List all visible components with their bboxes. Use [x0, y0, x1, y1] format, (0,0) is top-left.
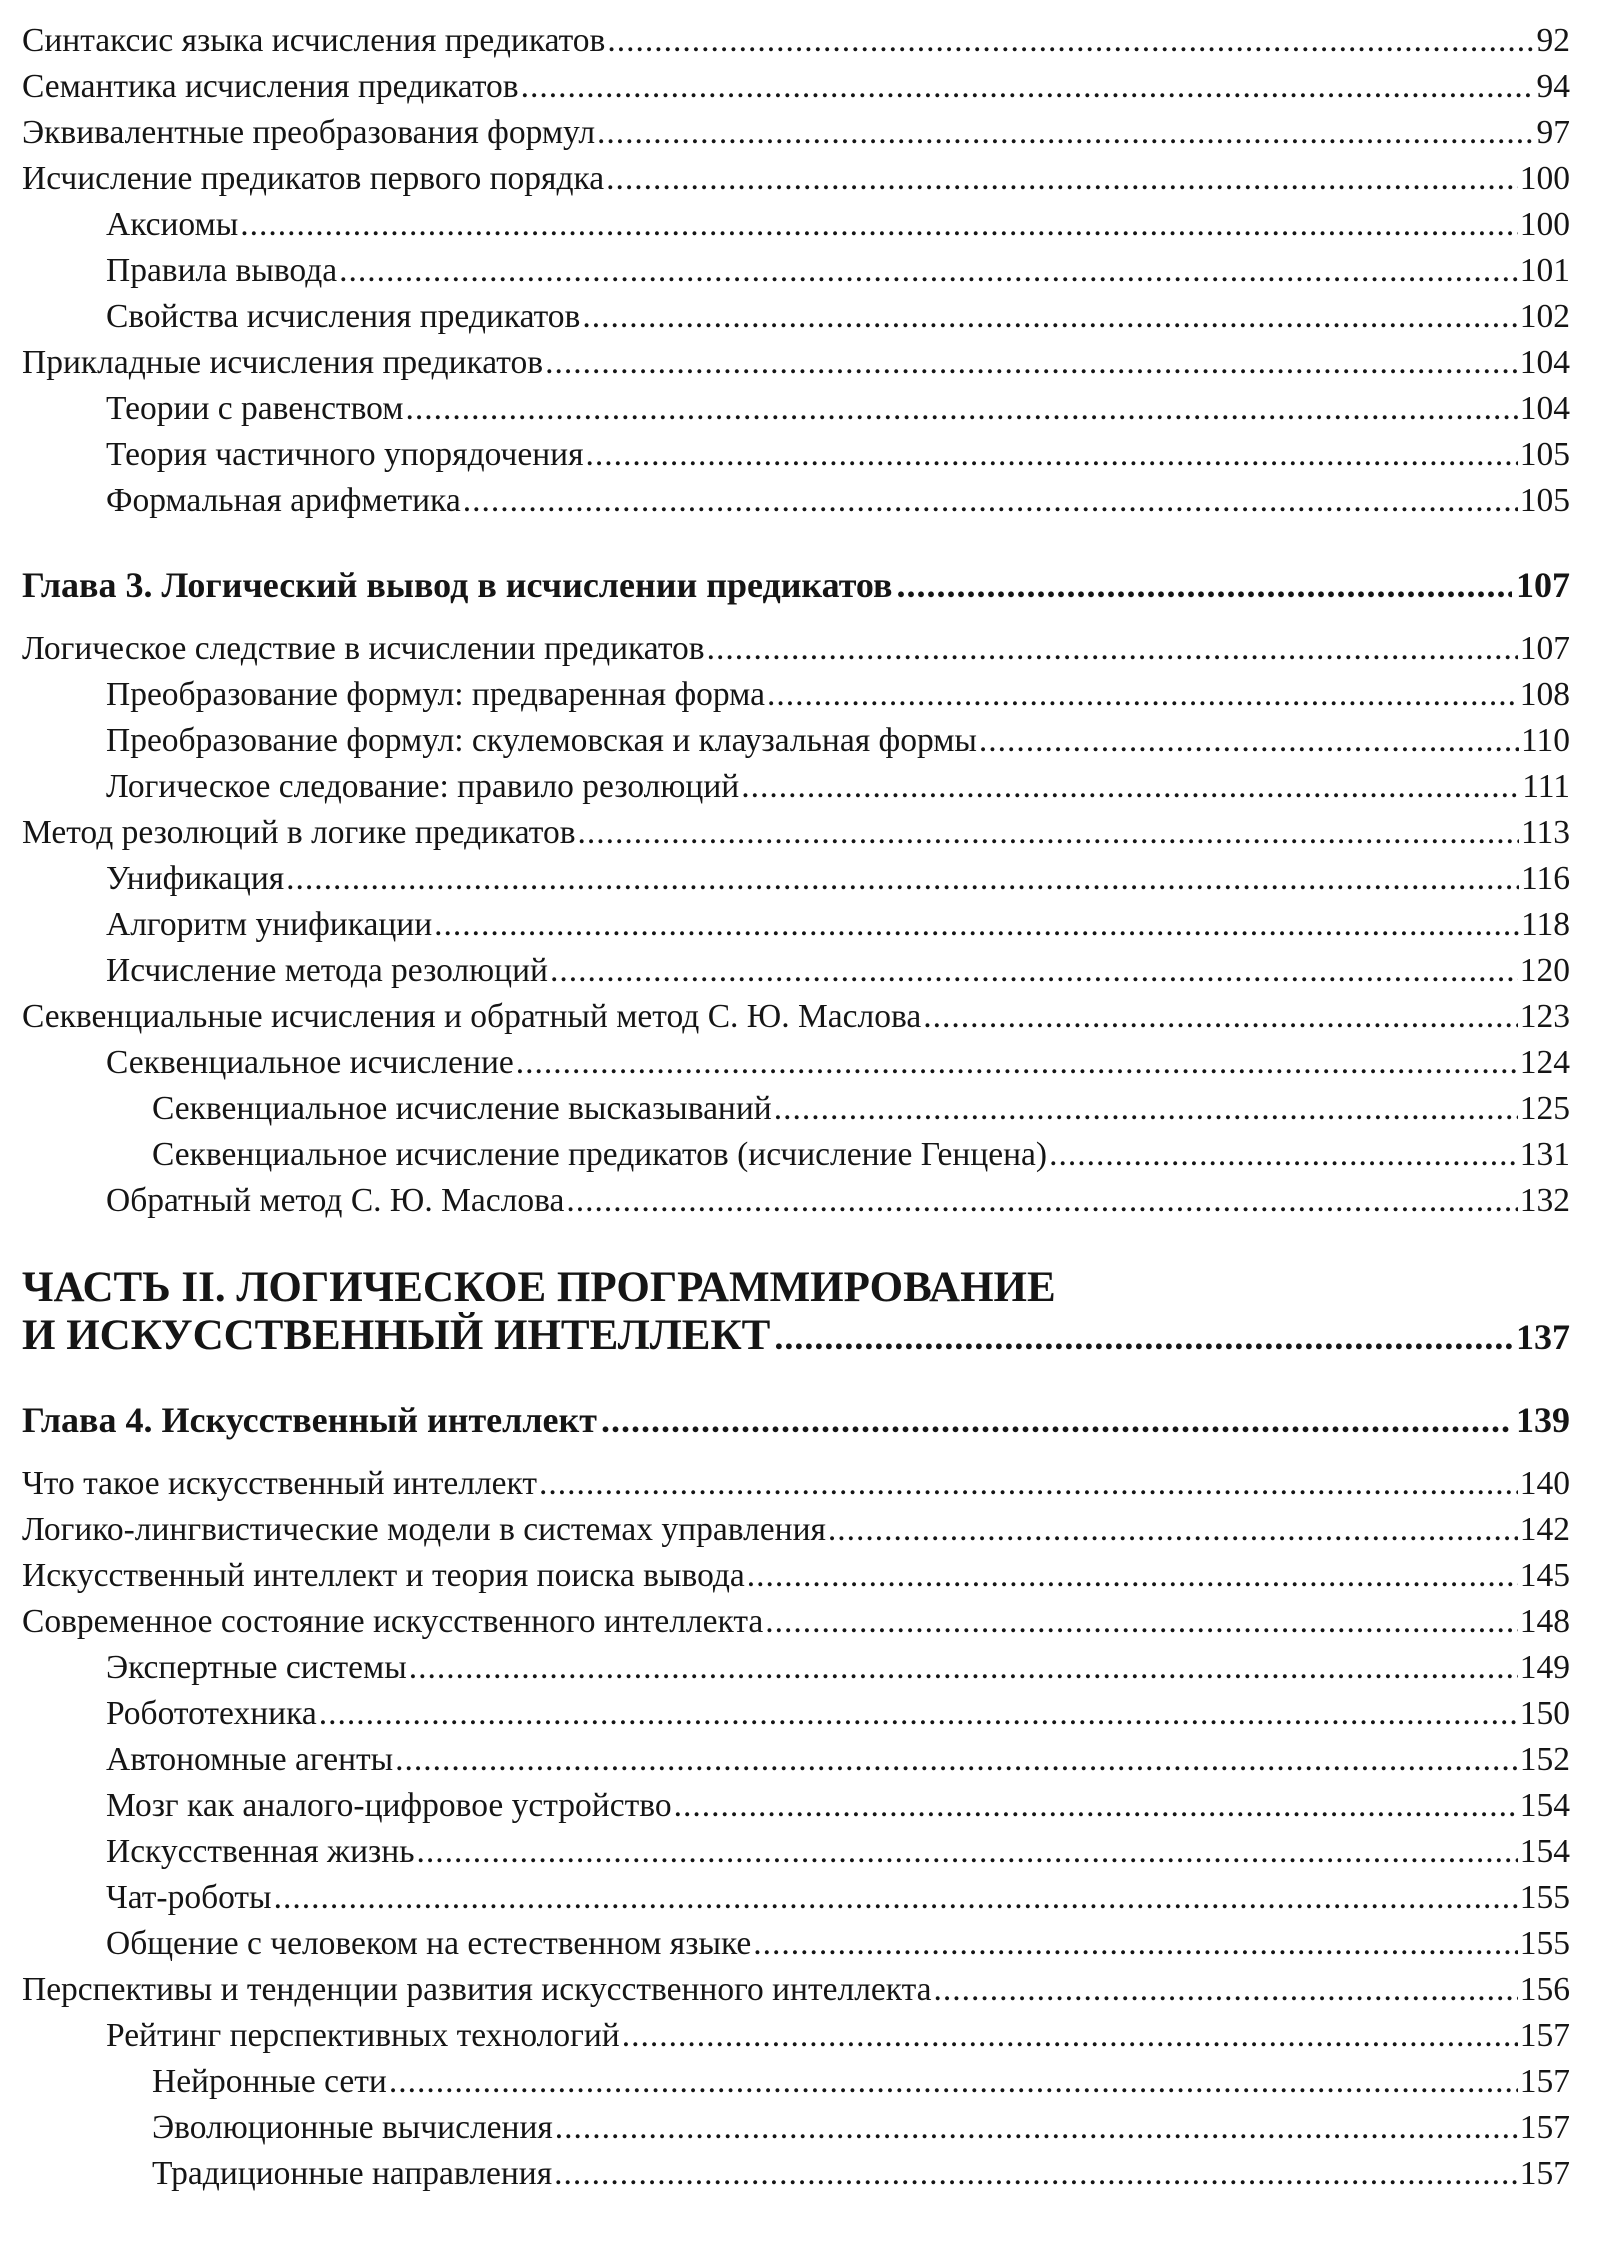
toc-entry-page-number: 111: [1522, 768, 1570, 805]
toc-entry-title: Синтаксис языка исчисления предикатов: [22, 22, 606, 59]
toc-entry[interactable]: [22, 1783, 1570, 1829]
toc-entry-title: Общение с человеком на естественном языке: [106, 1925, 752, 1962]
toc-entry-title: Чат-роботы: [106, 1879, 272, 1916]
toc-entry-page-number: 105: [1519, 482, 1570, 519]
dot-leader: [319, 1691, 1518, 1737]
dot-leader: [554, 2151, 1518, 2197]
toc-entry-page-number: 104: [1519, 390, 1570, 427]
toc-entry-title: Семантика исчисления предикатов: [22, 68, 519, 105]
toc-entry[interactable]: [22, 2105, 1570, 2151]
part-title-line-2-row: [22, 1312, 1570, 1361]
chapter-4-entries: [22, 1461, 1570, 2197]
toc-entry-title: Секвенциальное исчисление высказываний: [152, 1090, 772, 1127]
toc-entry[interactable]: [22, 626, 1570, 672]
dot-leader: [286, 856, 1519, 902]
toc-entry-page-number: 156: [1519, 1971, 1570, 2008]
toc-entry[interactable]: [22, 432, 1570, 478]
toc-entry-title: Исчисление метода резолюций: [106, 952, 548, 989]
chapter-3-entries: [22, 626, 1570, 1224]
toc-entry[interactable]: [22, 810, 1570, 856]
toc-entry[interactable]: [22, 1599, 1570, 1645]
toc-entry[interactable]: [22, 1875, 1570, 1921]
chapter-title: Глава 3. Логический вывод в исчислении предикатов: [22, 565, 893, 605]
dot-leader: [566, 1178, 1517, 1224]
toc-entry[interactable]: [22, 1645, 1570, 1691]
toc-entry-title: Экспертные системы: [106, 1649, 407, 1686]
toc-entry-title: Автономные агенты: [106, 1741, 394, 1778]
part-page-number: 137: [1516, 1317, 1570, 1357]
toc-entry-page-number: 118: [1520, 906, 1570, 943]
toc-entry[interactable]: [22, 902, 1570, 948]
toc-entry-title: Правила вывода: [106, 252, 338, 289]
toc-entry-title: Логическое следование: правило резолюций: [106, 768, 740, 805]
dot-leader: [274, 1875, 1518, 1921]
toc-entry-page-number: 97: [1536, 114, 1570, 151]
toc-entry-title: Мозг как аналого-цифровое устройство: [106, 1787, 672, 1824]
dot-leader: [774, 1086, 1518, 1132]
dot-leader: [622, 2013, 1518, 2059]
toc-entry[interactable]: [22, 1829, 1570, 1875]
toc-entry[interactable]: [22, 248, 1570, 294]
toc-entry-title: Аксиомы: [106, 206, 239, 243]
toc-entry-page-number: 157: [1519, 2063, 1570, 2100]
toc-entry-page-number: 155: [1519, 1879, 1570, 1916]
chapter-title: Глава 4. Искусственный интеллект: [22, 1400, 597, 1440]
toc-entry-title: Секвенциальные исчисления и обратный метод С. Ю. Маслова: [22, 998, 922, 1035]
toc-entry-title: Теория частичного упорядочения: [106, 436, 584, 473]
toc-entry[interactable]: [22, 1921, 1570, 1967]
toc-entry-page-number: 131: [1519, 1136, 1570, 1173]
dot-leader: [674, 1783, 1518, 1829]
dot-leader: [409, 1645, 1518, 1691]
dot-leader: [582, 294, 1517, 340]
toc-entry[interactable]: [22, 948, 1570, 994]
dot-leader: [516, 1040, 1518, 1086]
toc-entry-title: Обратный метод С. Ю. Маслова: [106, 1182, 565, 1219]
dot-leader: [767, 672, 1518, 718]
toc-entry[interactable]: [22, 340, 1570, 386]
dot-leader: [774, 1313, 1512, 1361]
toc-entry-page-number: 107: [1519, 630, 1570, 667]
dot-leader: [747, 1553, 1518, 1599]
toc-entry-page-number: 101: [1519, 252, 1570, 289]
toc-entry-page-number: 155: [1519, 1925, 1570, 1962]
toc-entry-page-number: 152: [1519, 1741, 1570, 1778]
toc-entry-page-number: 149: [1519, 1649, 1570, 1686]
toc-entry[interactable]: [22, 1040, 1570, 1086]
dot-leader: [578, 810, 1519, 856]
toc-entry-page-number: 105: [1519, 436, 1570, 473]
toc-entry[interactable]: [22, 110, 1570, 156]
part-title-line-1: ЧАСТЬ II. ЛОГИЧЕСКОЕ ПРОГРАММИРОВАНИЕ: [22, 1264, 1056, 1311]
dot-leader: [339, 248, 1518, 294]
toc-entry-title: Рейтинг перспективных технологий: [106, 2017, 620, 2054]
toc-entry-title: Теории с равенством: [106, 390, 404, 427]
dot-leader: [417, 1829, 1518, 1875]
toc-entry-page-number: 100: [1519, 206, 1570, 243]
toc-entry[interactable]: [22, 2059, 1570, 2105]
dot-leader: [405, 386, 1517, 432]
dot-leader: [606, 156, 1518, 202]
toc-entry-title: Формальная арифметика: [106, 482, 461, 519]
toc-entry[interactable]: [22, 156, 1570, 202]
toc-entry-page-number: 102: [1519, 298, 1570, 335]
toc-entry-page-number: 120: [1519, 952, 1570, 989]
toc-entry-title: Исчисление предикатов первого порядка: [22, 160, 605, 197]
toc-entry-title: Искусственный интеллект и теория поиска вывода: [22, 1557, 745, 1594]
toc-entry[interactable]: [22, 386, 1570, 432]
toc-entry-title: Метод резолюций в логике предикатов: [22, 814, 576, 851]
chapter-page-number: 139: [1516, 1400, 1570, 1440]
toc-entry-title: Нейронные сети: [152, 2063, 387, 2100]
dot-leader: [597, 110, 1534, 156]
toc-entry-title: Традиционные направления: [152, 2155, 553, 2192]
dot-leader: [545, 340, 1518, 386]
toc-entry-page-number: 157: [1519, 2155, 1570, 2192]
toc-entry-page-number: 132: [1519, 1182, 1570, 1219]
toc-entry-page-number: 123: [1519, 998, 1570, 1035]
part-2-heading[interactable]: [22, 1264, 1570, 1361]
toc-entry[interactable]: [22, 718, 1570, 764]
toc-entry-page-number: 125: [1519, 1090, 1570, 1127]
toc-entry-title: Преобразование формул: предваренная форма: [106, 676, 765, 713]
chapter-4-heading[interactable]: [22, 1395, 1570, 1445]
toc-entry-title: Логическое следствие в исчислении предикатов: [22, 630, 705, 667]
table-of-contents: [22, 18, 1570, 2197]
toc-entry[interactable]: [22, 1086, 1570, 1132]
dot-leader: [521, 64, 1535, 110]
toc-entry-title: Секвенциальное исчисление предикатов (исчисление Генцена): [152, 1136, 1048, 1173]
toc-entry[interactable]: [22, 294, 1570, 340]
toc-entry-title: Унификация: [106, 860, 285, 897]
toc-entry-title: Преобразование формул: скулемовская и клаузальная формы: [106, 722, 977, 759]
toc-entry-page-number: 140: [1519, 1465, 1570, 1502]
toc-entry[interactable]: [22, 478, 1570, 524]
toc-entry-title: Секвенциальное исчисление: [106, 1044, 514, 1081]
toc-entry[interactable]: [22, 994, 1570, 1040]
toc-entry-title: Искусственная жизнь: [106, 1833, 415, 1870]
toc-entry-title: Перспективы и тенденции развития искусственного интеллекта: [22, 1971, 932, 2008]
toc-entry[interactable]: [22, 1132, 1570, 1178]
toc-entry-title: Робототехника: [106, 1695, 317, 1732]
toc-entry-page-number: 157: [1519, 2109, 1570, 2146]
toc-entry[interactable]: [22, 18, 1570, 64]
toc-entry-page-number: 148: [1519, 1603, 1570, 1640]
toc-entry-page-number: 142: [1519, 1511, 1570, 1548]
toc-entry[interactable]: [22, 856, 1570, 902]
toc-entry[interactable]: [22, 1553, 1570, 1599]
toc-entry[interactable]: [22, 1507, 1570, 1553]
toc-entry[interactable]: [22, 2151, 1570, 2197]
toc-entry[interactable]: [22, 764, 1570, 810]
toc-entry-title: Свойства исчисления предикатов: [106, 298, 581, 335]
toc-entry-page-number: 145: [1519, 1557, 1570, 1594]
part-title-line-2: И ИСКУССТВЕННЫЙ ИНТЕЛЛЕКТ: [22, 1312, 771, 1359]
dot-leader: [707, 626, 1518, 672]
toc-entry-page-number: 150: [1519, 1695, 1570, 1732]
chapter-3-heading[interactable]: [22, 560, 1570, 610]
toc-entry[interactable]: [22, 64, 1570, 110]
dot-leader: [1049, 1132, 1518, 1178]
toc-entry-title: Эволюционные вычисления: [152, 2109, 553, 2146]
dot-leader: [550, 948, 1518, 994]
dot-leader: [585, 432, 1517, 478]
toc-entry-page-number: 100: [1519, 160, 1570, 197]
dot-leader: [753, 1921, 1517, 1967]
chapter-page-number: 107: [1516, 565, 1570, 605]
toc-entry[interactable]: [22, 1967, 1570, 2013]
toc-entry-page-number: 92: [1536, 22, 1570, 59]
toc-entry[interactable]: [22, 1461, 1570, 1507]
toc-entry-page-number: 113: [1520, 814, 1570, 851]
toc-entry[interactable]: [22, 1178, 1570, 1224]
dot-leader: [934, 1967, 1518, 2013]
toc-entry-page-number: 116: [1520, 860, 1570, 897]
dot-leader: [828, 1507, 1518, 1553]
toc-entry-page-number: 154: [1519, 1833, 1570, 1870]
toc-entry-page-number: 108: [1519, 676, 1570, 713]
dot-leader: [607, 18, 1534, 64]
toc-section-top: [22, 18, 1570, 524]
toc-entry-title: Логико-лингвистические модели в системах управления: [22, 1511, 826, 1548]
toc-entry[interactable]: [22, 202, 1570, 248]
dot-leader: [395, 1737, 1518, 1783]
dot-leader: [463, 478, 1518, 524]
toc-entry-title: Алгоритм унификации: [106, 906, 433, 943]
toc-entry-page-number: 104: [1519, 344, 1570, 381]
toc-entry[interactable]: [22, 2013, 1570, 2059]
dot-leader: [240, 202, 1518, 248]
dot-leader: [979, 718, 1519, 764]
toc-entry-page-number: 157: [1519, 2017, 1570, 2054]
dot-leader: [555, 2105, 1518, 2151]
dot-leader: [434, 902, 1519, 948]
dot-leader: [389, 2059, 1518, 2105]
toc-entry-page-number: 94: [1536, 68, 1570, 105]
dot-leader: [539, 1461, 1518, 1507]
toc-entry[interactable]: [22, 1737, 1570, 1783]
dot-leader: [765, 1599, 1517, 1645]
toc-entry[interactable]: [22, 1691, 1570, 1737]
toc-entry-title: Эквивалентные преобразования формул: [22, 114, 596, 151]
dot-leader: [923, 994, 1518, 1040]
dot-leader: [896, 560, 1512, 610]
toc-entry-page-number: 154: [1519, 1787, 1570, 1824]
toc-entry-title: Что такое искусственный интеллект: [22, 1465, 538, 1502]
dot-leader: [741, 764, 1520, 810]
toc-entry-title: Современное состояние искусственного интеллекта: [22, 1603, 764, 1640]
toc-entry[interactable]: [22, 672, 1570, 718]
toc-entry-page-number: 110: [1520, 722, 1570, 759]
dot-leader: [601, 1395, 1512, 1445]
toc-entry-title: Прикладные исчисления предикатов: [22, 344, 544, 381]
toc-entry-page-number: 124: [1519, 1044, 1570, 1081]
